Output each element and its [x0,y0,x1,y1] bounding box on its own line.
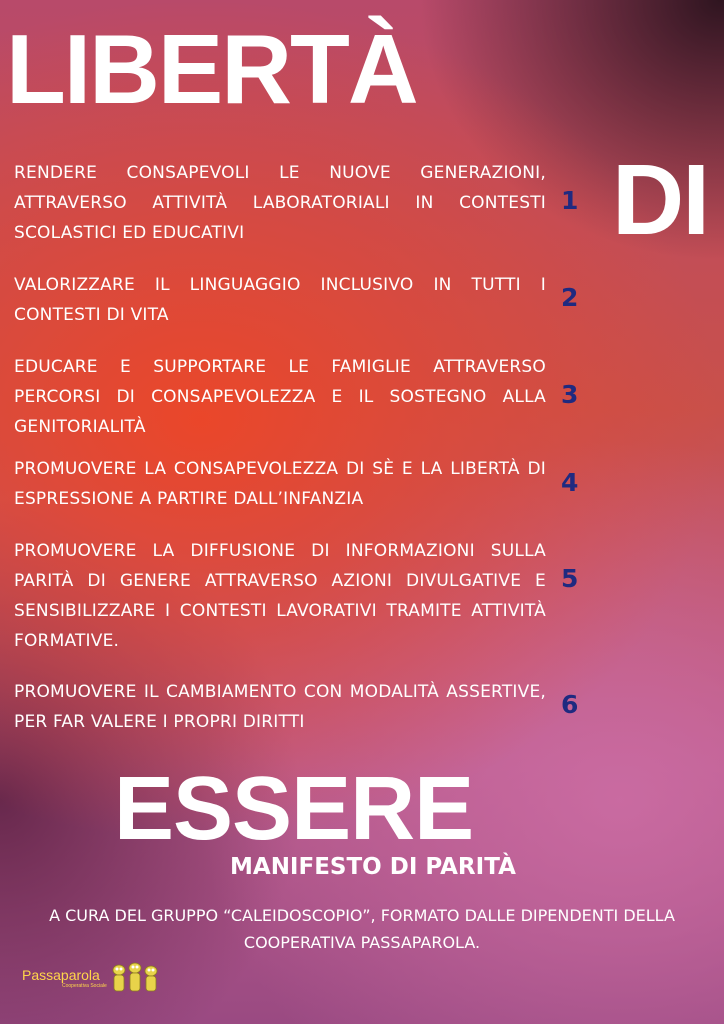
goal-4-text: PROMUOVERE LA CONSAPEVOLEZZA DI SÈ E LA LIBERTÀ DI ESPRESSIONE A PARTIRE DALL’INFANZIA [14,459,546,509]
goal-2-number: 2 [561,283,579,312]
goal-3-text: EDUCARE E SUPPORTARE LE FAMIGLIE ATTRAVERSO PERCORSI DI CONSAPEVOLEZZA E IL SOSTEGNO ALLA GENITORIALITÀ [14,357,546,437]
goal-6-text: PROMUOVERE IL CAMBIAMENTO CON MODALITÀ ASSERTIVE, PER FAR VALERE I PROPRI DIRITTI [14,682,546,732]
passaparola-logo [22,968,160,996]
title-liberta: LIBERTÀ [6,14,417,124]
logo-name: Passaparola [22,967,100,983]
goal-1-text: RENDERE CONSAPEVOLI LE NUOVE GENERAZIONI, ATTRAVERSO ATTIVITÀ LABORATORIALI IN CONTESTI SCOLASTICI ED EDUCATIVI [14,163,546,243]
goal-1-number: 1 [561,186,579,215]
subtitle: MANIFESTO DI PARITÀ [230,854,516,880]
title-di: DI [612,144,708,256]
credit-text: A CURA DEL GRUPPO “CALEIDOSCOPIO”, FORMATO DALLE DIPENDENTI DELLA COOPERATIVA PASSAPAROLA. [49,906,675,952]
logo-figures-icon [110,962,160,996]
goal-4-number: 4 [561,468,579,497]
goal-2-text: VALORIZZARE IL LINGUAGGIO INCLUSIVO IN TUTTI I CONTESTI DI VITA [14,275,546,325]
title-essere: ESSERE [114,759,474,859]
goal-6-number: 6 [561,690,579,719]
goal-3-number: 3 [561,380,579,409]
goal-5-text: PROMUOVERE LA DIFFUSIONE DI INFORMAZIONI SULLA PARITÀ DI GENERE ATTRAVERSO AZIONI DIVULGATIVE E SENSIBILIZZARE I CONTESTI LAVORATIVI TRAMITE ATTIVITÀ FORMATIVE. [14,541,546,651]
logo-tagline: Cooperativa Sociale [62,983,107,989]
goal-5-number: 5 [561,564,579,593]
